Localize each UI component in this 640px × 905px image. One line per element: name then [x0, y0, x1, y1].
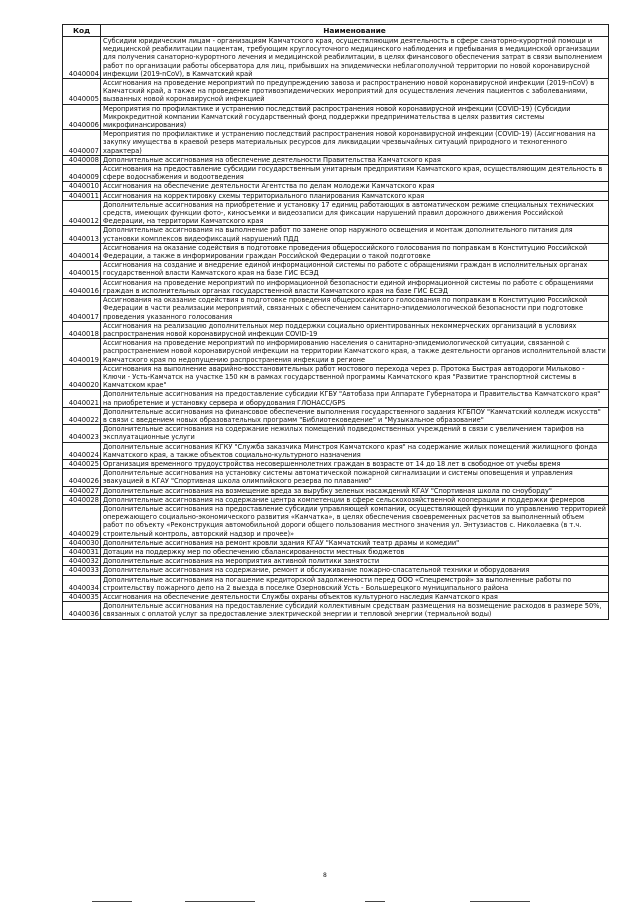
table-row [63, 538, 609, 547]
header-code: Код [63, 25, 101, 37]
row-code: 4040004 [63, 37, 101, 79]
scan-mark [470, 901, 530, 902]
table-row [63, 339, 609, 365]
row-code: 4040012 [63, 200, 101, 226]
row-name: Ассигнования на реализацию дополнительных мер поддержки социально ориентированных некоммерческих организаций в условиях распространения новой коронавирусной инфекции COVID-19 [101, 321, 609, 338]
table-row [63, 442, 609, 459]
row-code: 4040030 [63, 538, 101, 547]
row-name: Дополнительные ассигнования на содержание центра компетенции в сфере сельскохозяйственной кооперации и поддержки фермеров [101, 495, 609, 504]
table-row [63, 566, 609, 575]
scan-mark [185, 901, 255, 902]
row-code: 4040022 [63, 407, 101, 424]
row-code: 4040017 [63, 296, 101, 322]
table-row [63, 364, 609, 390]
row-code: 4040029 [63, 504, 101, 538]
table-row [63, 407, 609, 424]
scan-mark [92, 901, 132, 902]
table-row [63, 321, 609, 338]
row-code: 4040026 [63, 469, 101, 486]
row-code: 4040016 [63, 278, 101, 295]
row-code: 4040009 [63, 165, 101, 182]
row-name: Дополнительные ассигнования на выполнение работ по замене опор наружного освещения и монтаж дополнительного питания для установки комплексов видеофиксаций нарушений ПДД [101, 226, 609, 243]
table-row [63, 155, 609, 164]
row-name: Ассигнования на корректировку схемы территориального планирования Камчатского края [101, 191, 609, 200]
row-name: Дополнительные ассигнования на возмещение вреда за вырубку зеленых насаждений КГАУ "Спортивная школа по сноуборду" [101, 486, 609, 495]
table-row [63, 296, 609, 322]
table-header-row [63, 25, 609, 37]
row-code: 4040027 [63, 486, 101, 495]
table-row [63, 243, 609, 260]
row-name: Дополнительные ассигнования на ремонт кровли здания КГАУ "Камчатский театр драмы и комедии" [101, 538, 609, 547]
row-name: Дополнительные ассигнования на содержание, ремонт и обслуживание пожарно-спасательной техники и оборудования [101, 566, 609, 575]
row-name: Ассигнования на проведение мероприятий по предупреждению завоза и распространению новой коронавирусной инфекции (2019-nCoV) в Камчатский край, а также на проведение противоэпидемических мероприятий для осуществления лечения пациентов с заболеваниями, вызванных новой коронавирусной инфекцией [101, 79, 609, 105]
row-name: Ассигнования на предоставление субсидии государственным унитарным предприятиям Камчатского края, осуществляющим деятельность в сфере водоснабжения и водоотведения [101, 165, 609, 182]
table-row [63, 495, 609, 504]
table-row [63, 425, 609, 442]
row-name: Дополнительные ассигнования на установку системы автоматической пожарной сигнализации и системы оповещения и управления эвакуацией в КГАУ "Спортивная школа олимпийского резерва по плаванию" [101, 469, 609, 486]
row-name: Дополнительные ассигнования на финансовое обеспечение выполнения государственного задания КГБПОУ "Камчатский колледж искусств" в связи с введением новых образовательных программ "Библиотековедение" и "Музыкальное образование" [101, 407, 609, 424]
table-row [63, 593, 609, 602]
row-name: Дополнительные ассигнования на обеспечение деятельности Правительства Камчатского края [101, 155, 609, 164]
table-row [63, 130, 609, 156]
row-code: 4040015 [63, 261, 101, 278]
row-name: Дополнительные ассигнования на погашение кредиторской задолженности перед ООО «Спецремстрой» за выполненные работы по строительству пожарного депо на 2 выезда в поселке Озерновский Усть - Большерецкого муниципального района [101, 575, 609, 592]
row-code: 4040025 [63, 459, 101, 468]
table-row [63, 79, 609, 105]
table-body [63, 37, 609, 620]
row-code: 4040018 [63, 321, 101, 338]
row-name: Мероприятия по профилактике и устранению последствий распространения новой коронавирусной инфекции (COVID-19) (Ассигнования на закупку имущества в краевой резерв материальных ресурсов для ликвидации чрезвычайных ситуаций природного и техногенного характера) [101, 130, 609, 156]
row-code: 4040013 [63, 226, 101, 243]
table-row [63, 278, 609, 295]
row-name: Ассигнования на создание и внедрение единой информационной системы по работе с обращениями граждан в исполнительных органах государственной власти Камчатского края на базе ГИС ЕСЭД [101, 261, 609, 278]
table-row [63, 104, 609, 130]
row-code: 4040006 [63, 104, 101, 130]
table-row [63, 557, 609, 566]
row-code: 4040034 [63, 575, 101, 592]
row-code: 4040036 [63, 602, 101, 619]
scan-mark [365, 901, 385, 902]
row-code: 4040028 [63, 495, 101, 504]
row-code: 4040005 [63, 79, 101, 105]
row-name: Дополнительные ассигнования на предоставление субсидии КГБУ "Автобаза при Аппарате Губернатора и Правительства Камчатского края" на приобретение и установку сервера и оборудования ГЛОНАСС/GPS [101, 390, 609, 407]
row-name: Ассигнования на выполнение аварийно-восстановительных работ мостового перехода через р. Протока Быстрая автодороги Мильково - Ключи - Усть-Камчатск на участке 150 км в рамках государственной программы Камчатского края "Развитие транспортной системы в Камчатском крае" [101, 364, 609, 390]
row-name: Мероприятия по профилактике и устранению последствий распространения новой коронавирусной инфекции (COVID-19) (Субсидии Микрокредитной компании Камчатский государственный фонд поддержки предпринимательства в целях развития системы микрофинансирования) [101, 104, 609, 130]
row-code: 4040035 [63, 593, 101, 602]
row-name: Дотации на поддержку мер по обеспечению сбалансированности местных бюджетов [101, 547, 609, 556]
row-name: Организация временного трудоустройства несовершеннолетних граждан в возрасте от 14 до 18 лет в свободное от учебы время [101, 459, 609, 468]
row-code: 4040019 [63, 339, 101, 365]
table-row [63, 602, 609, 619]
row-name: Ассигнования на проведение мероприятий по информационной безопасности единой информационной системы по работе с обращениями граждан в исполнительных органах государственной власти Камчатского края на базе ГИС ЕСЭД [101, 278, 609, 295]
row-code: 4040008 [63, 155, 101, 164]
page-number: 8 [323, 872, 327, 879]
row-name: Ассигнования на обеспечение деятельности Агентства по делам молодежи Камчатского края [101, 182, 609, 191]
row-name: Дополнительные ассигнования на приобретение и установку 17 единиц работающих в автоматическом режиме специальных технических средств, имеющих функции фото-, киносъемки и видеозаписи для фиксации нарушений правил дорожного движения Российской Федерации, на территории Камчатского края [101, 200, 609, 226]
row-code: 4040023 [63, 425, 101, 442]
document-sheet [62, 24, 608, 620]
row-code: 4040007 [63, 130, 101, 156]
row-name: Ассигнования на обеспечение деятельности Службы охраны объектов культурного наследия Камчатского края [101, 593, 609, 602]
row-name: Субсидии юридическим лицам - организациям Камчатского края, осуществляющим деятельность в сфере санаторно-курортной помощи и медицинской реабилитации пациентам, требующим круглосуточного медицинского наблюдения и пребывания в медицинской организации для получения санаторно-курортного лечения и медицинской реабилитации, в целях финансового обеспечения затрат в связи выполнением работ по организации работы обсерватора для лиц, прибывших на эпидемически неблагополучной территории по новой коронавирусной инфекции (2019-nCoV), в Камчатский край [101, 37, 609, 79]
row-name: Дополнительные ассигнования на содержание нежилых помещений подведомственных учреждений в связи с увеличением тарифов на эксплуатационные услуги [101, 425, 609, 442]
row-name: Ассигнования на оказание содействия в подготовке проведения общероссийского голосования по поправкам в Конституцию Российской Федерации, а также в информировании граждан Российской Федерации о такой подготовке [101, 243, 609, 260]
row-name: Ассигнования на оказание содействия в подготовке проведения общероссийского голосования по поправкам в Конституцию Российской Федерации в части реализации мероприятий, связанных с обеспечением санитарно-эпидемиологической безопасности при подготовке проведения указанного голосования [101, 296, 609, 322]
row-code: 4040032 [63, 557, 101, 566]
table-row [63, 575, 609, 592]
table-row [63, 182, 609, 191]
row-name: Дополнительные ассигнования КГКУ "Служба заказчика Минстроя Камчатского края" на содержание жилых помещений жилищного фонда Камчатского края, а также объектов социально-культурного назначения [101, 442, 609, 459]
row-code: 4040021 [63, 390, 101, 407]
table-row [63, 226, 609, 243]
row-code: 4040014 [63, 243, 101, 260]
row-name: Ассигнования на проведение мероприятий по информированию населения о санитарно-эпидемиологической ситуации, связанной с распространением новой коронавирусной инфекции на территории Камчатского края, а также деятельности органов исполнительной власти Камчатского края по недопущению распространения инфекции в регионе [101, 339, 609, 365]
table-row [63, 200, 609, 226]
table-row [63, 486, 609, 495]
row-code: 4040010 [63, 182, 101, 191]
row-name: Дополнительные ассигнования на мероприятия активной политики занятости [101, 557, 609, 566]
header-name: Наименование [101, 25, 609, 37]
row-code: 4040020 [63, 364, 101, 390]
row-code: 4040031 [63, 547, 101, 556]
table-row [63, 504, 609, 538]
row-name: Дополнительные ассигнования на предоставление субсидий коллективным средствам размещения на возмещение расходов в размере 50%, связанных с оплатой услуг за предоставление электрической энергии и тепловой энергии (термальной воды) [101, 602, 609, 619]
budget-codes-table [62, 24, 609, 620]
row-code: 4040011 [63, 191, 101, 200]
row-name: Дополнительные ассигнования на предоставление субсидии управляющей компании, осуществляющей функции по управлению территорией опережающего социально-экономического развития «Камчатка», в целях обеспечения своевременных расчетов за выполненный объем работ по объекту «Реконструкция автомобильной дороги общего пользования местного значения ул. Энтузиастов с. Николаевка (в т.ч. строительный контроль, авторский надзор и прочее)» [101, 504, 609, 538]
row-code: 4040033 [63, 566, 101, 575]
table-row [63, 37, 609, 79]
table-row [63, 459, 609, 468]
table-row [63, 165, 609, 182]
table-row [63, 547, 609, 556]
row-code: 4040024 [63, 442, 101, 459]
table-row [63, 191, 609, 200]
table-row [63, 261, 609, 278]
table-row [63, 390, 609, 407]
table-row [63, 469, 609, 486]
